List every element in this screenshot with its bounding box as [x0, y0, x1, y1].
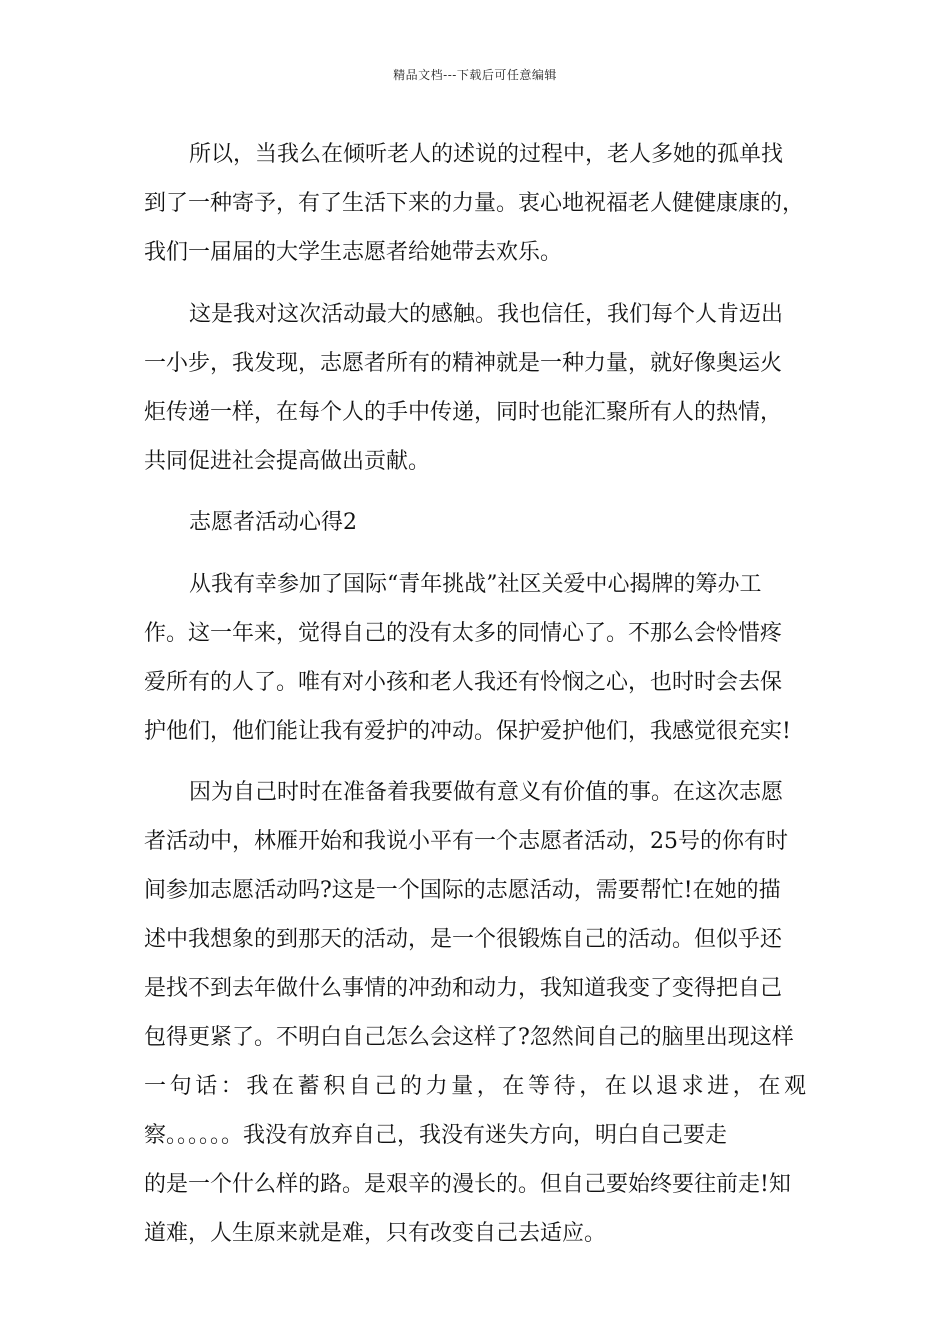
- text-line: 所以，当我么在倾听老人的述说的过程中，老人多她的孤单找: [189, 142, 784, 167]
- page-header: 精品文档---下载后可任意编辑: [393, 68, 557, 82]
- paragraph: [144, 560, 808, 756]
- text-line: 一句话：我在蓄积自己的力量，在等待，在以退求进，在观: [144, 1074, 810, 1099]
- text-line: 一小步，我发现，志愿者所有的精神就是一种力量，就好像奥运火: [144, 350, 783, 376]
- text-line: 从我有幸参加了国际“青年挑战”社区关爱中心揭牌的筹办工: [189, 571, 762, 597]
- text-line: 是找不到去年做什么事情的冲劲和动力，我知道我变了变得把自己: [144, 976, 783, 1001]
- text-line: 炬传递一样，在每个人的手中传递，同时也能汇聚所有人的热情，: [144, 399, 783, 425]
- text-line: 间参加志愿活动吗?这是一个国际的志愿活动，需要帮忙!在她的描: [144, 878, 781, 903]
- text-line: 爱所有的人了。唯有对小孩和老人我还有怜悯之心，也时时会去保: [144, 669, 783, 695]
- text-line: 我们一届届的大学生志愿者给她带去欢乐。: [144, 240, 563, 265]
- paragraph: [144, 290, 808, 486]
- document-body: [144, 130, 808, 1271]
- text-line: 作。这一年来，觉得自己的没有太多的同情心了。不那么会怜惜疼: [144, 620, 783, 646]
- section-title: 志愿者活动心得2: [189, 510, 357, 535]
- text-line: 的是一个什么样的路。是艰辛的漫长的。但自己要始终要往前走!知: [144, 1172, 791, 1197]
- text-line: 这是我对这次活动最大的感触。我也信任，我们每个人肯迈出: [189, 301, 784, 327]
- paragraph: [144, 130, 808, 277]
- text-line: 护他们，他们能让我有爱护的冲动。保护爱护他们，我感觉很充实!: [144, 718, 791, 744]
- paragraph: [144, 768, 808, 1258]
- text-line: 道难，人生原来就是难，只有改变自己去适应。: [144, 1221, 607, 1246]
- text-line: 到了一种寄予，有了生活下来的力量。衷心地祝福老人健健康康的，: [144, 191, 805, 216]
- text-line: 共同促进社会提高做出贡献。: [144, 448, 431, 474]
- text-line: 述中我想象的到那天的活动，是一个很锻炼自己的活动。但似乎还: [144, 927, 783, 952]
- section-heading: [144, 498, 808, 547]
- text-line: 察。。。。。。我没有放弃自己，我没有迷失方向，明白自己要走: [144, 1123, 728, 1148]
- text-line: 包得更紧了。不明白自己怎么会这样了?忽然间自己的脑里出现这样: [144, 1025, 794, 1050]
- text-line: 者活动中，林雁开始和我说小平有一个志愿者活动，25号的你有时: [144, 829, 788, 854]
- text-line: 因为自己时时在准备着我要做有意义有价值的事。在这次志愿: [189, 780, 784, 805]
